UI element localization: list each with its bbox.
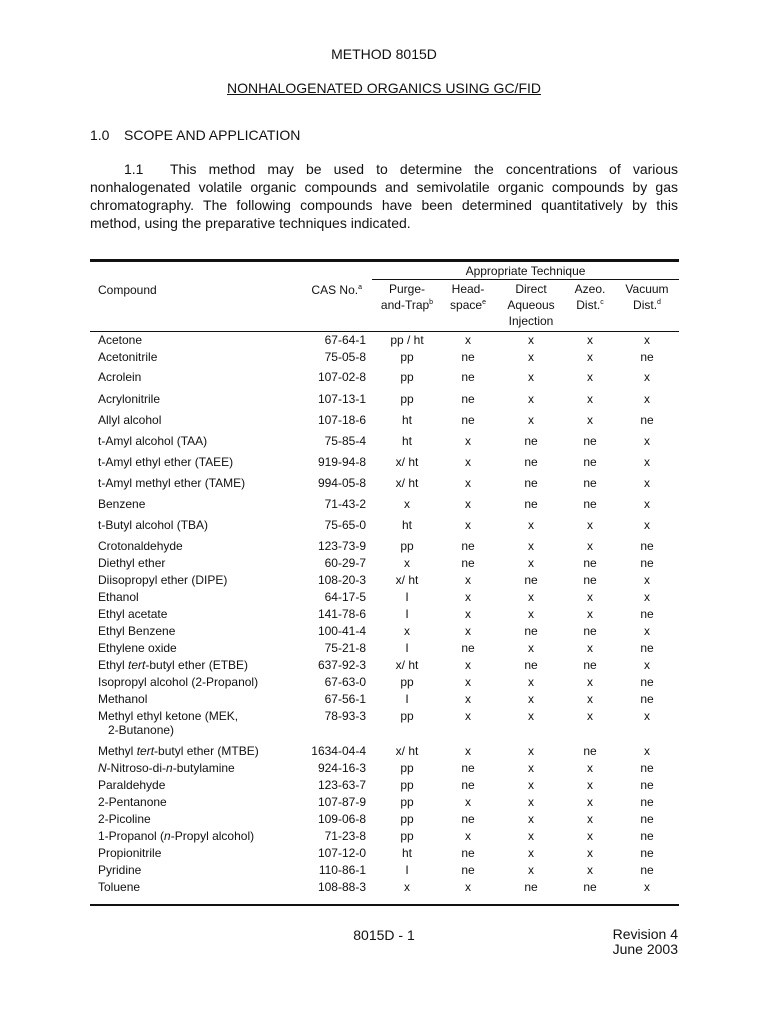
purge-trap-cell: x — [404, 497, 410, 511]
revision-block — [613, 927, 678, 957]
vacuum-dist-cell: x — [644, 573, 650, 587]
cas-number: 107-02-8 — [317, 370, 366, 384]
vacuum-dist-cell: x — [644, 518, 650, 532]
purge-trap-cell: pp — [400, 392, 414, 406]
cas-number: 75-21-8 — [324, 641, 366, 655]
headspace-cell: ne — [461, 370, 475, 384]
purge-trap-cell: x — [404, 556, 410, 570]
direct-aqueous-cell: x — [528, 350, 534, 364]
table-row — [0, 497, 768, 518]
compound-name: N-Nitroso-di-n-butylamine — [98, 761, 235, 775]
azeotropic-cell: ne — [583, 434, 597, 448]
cas-number: 75-85-4 — [324, 434, 366, 448]
table-row — [0, 573, 768, 590]
vacuum-dist-cell: x — [644, 658, 650, 672]
compound-name: Methyl ethyl ketone (MEK, 2-Butanone) — [98, 709, 239, 737]
cas-number: 123-63-7 — [317, 778, 366, 792]
purge-trap-cell: pp — [400, 675, 414, 689]
purge-trap-cell: x — [404, 880, 410, 894]
direct-aqueous-cell: x — [528, 692, 534, 706]
purge-trap-cell: ht — [401, 846, 412, 860]
table-row — [0, 692, 768, 709]
cas-number: 924-16-3 — [317, 761, 366, 775]
azeotropic-cell: x — [587, 846, 593, 860]
vacuum-dist-cell: x — [644, 333, 650, 347]
vacuum-dist-cell: ne — [640, 778, 654, 792]
vacuum-dist-cell: x — [644, 880, 650, 894]
table-row — [0, 761, 768, 778]
table-bottom-rule — [90, 904, 679, 906]
vacuum-dist-cell: x — [644, 709, 650, 723]
table-row — [0, 476, 768, 497]
direct-aqueous-cell: x — [528, 607, 534, 621]
azeotropic-cell: ne — [583, 880, 597, 894]
purge-trap-cell: pp — [400, 795, 414, 809]
section-heading — [90, 127, 300, 143]
compound-name: t-Amyl ethyl ether (TAEE) — [98, 455, 234, 469]
compound-name: Pyridine — [98, 863, 142, 877]
vacuum-dist-cell: x — [644, 476, 650, 490]
compound-name: Methyl tert-butyl ether (MTBE) — [98, 744, 259, 758]
vacuum-dist-cell: x — [644, 455, 650, 469]
azeotropic-cell: ne — [583, 573, 597, 587]
headspace-cell: ne — [461, 641, 475, 655]
purge-trap-cell: pp / ht — [390, 333, 424, 347]
purge-trap-cell: I — [405, 692, 409, 706]
azeotropic-cell: x — [587, 590, 593, 604]
purge-trap-cell: I — [405, 590, 409, 604]
table-row — [0, 590, 768, 607]
cas-number: 108-20-3 — [317, 573, 366, 587]
compound-name: t-Amyl methyl ether (TAME) — [98, 476, 246, 490]
compound-name: Ethyl Benzene — [98, 624, 176, 638]
compound-name: Paraldehyde — [98, 778, 166, 792]
vacuum-dist-cell: x — [644, 497, 650, 511]
table-row — [0, 709, 768, 744]
direct-aqueous-cell: x — [528, 539, 534, 553]
cas-number: 110-86-1 — [318, 863, 366, 877]
cas-number: 919-94-8 — [317, 455, 366, 469]
direct-aqueous-cell: x — [528, 829, 534, 843]
direct-aqueous-cell: x — [528, 641, 534, 655]
table-row — [0, 434, 768, 455]
azeotropic-cell: x — [587, 692, 593, 706]
paragraph-number: 1.1 — [124, 161, 144, 177]
headspace-column-header: Head- space$^e$ — [450, 282, 486, 312]
purge-trap-cell: pp — [400, 350, 414, 364]
direct-aqueous-cell: ne — [524, 880, 538, 894]
azeotropic-cell: x — [587, 607, 593, 621]
direct-aqueous-cell: ne — [524, 455, 538, 469]
compound-name: Ethyl tert-butyl ether (ETBE) — [98, 658, 249, 672]
vacuum-dist-column-header: Vacuum Dist.$^d$ — [625, 282, 669, 312]
purge-trap-cell: pp — [400, 539, 414, 553]
headspace-cell: x — [465, 709, 471, 723]
direct-aqueous-cell: x — [528, 556, 534, 570]
compound-name: Acetone — [98, 333, 143, 347]
table-row — [0, 350, 768, 370]
direct-aqueous-cell: ne — [524, 476, 538, 490]
direct-aqueous-cell: x — [528, 761, 534, 775]
revision-date: June 2003 — [612, 941, 678, 957]
cas-number: 107-18-6 — [317, 413, 366, 427]
cas-number: 67-56-1 — [324, 692, 366, 706]
direct-aqueous-cell: x — [528, 413, 534, 427]
purge-trap-cell: x/ ht — [395, 658, 419, 672]
technique-group-rule — [372, 279, 679, 280]
vacuum-dist-cell: ne — [640, 863, 654, 877]
compound-name: Acrolein — [98, 370, 142, 384]
azeotropic-cell: ne — [583, 476, 597, 490]
compound-name: 2-Pentanone — [98, 795, 167, 809]
purge-trap-cell: I — [405, 607, 409, 621]
vacuum-dist-cell: x — [644, 624, 650, 638]
cas-number: 108-88-3 — [317, 880, 366, 894]
cas-number: 75-05-8 — [324, 350, 366, 364]
headspace-cell: ne — [461, 556, 475, 570]
headspace-cell: x — [465, 573, 471, 587]
table-row — [0, 846, 768, 863]
purge-trap-cell: x/ ht — [395, 455, 419, 469]
table-row — [0, 624, 768, 641]
cas-number: 78-93-3 — [324, 709, 366, 723]
purge-trap-cell: ht — [401, 413, 412, 427]
section-title: SCOPE AND APPLICATION — [124, 127, 301, 143]
cas-number: 67-64-1 — [324, 333, 366, 347]
direct-aqueous-cell: ne — [524, 624, 538, 638]
table-row — [0, 333, 768, 350]
table-row — [0, 413, 768, 434]
headspace-cell: ne — [461, 539, 475, 553]
direct-aqueous-cell: x — [528, 370, 534, 384]
azeotropic-cell: x — [587, 333, 593, 347]
azeotropic-cell: x — [587, 675, 593, 689]
headspace-cell: ne — [461, 392, 475, 406]
purge-trap-cell: x/ ht — [395, 476, 419, 490]
direct-aqueous-cell: ne — [524, 434, 538, 448]
compound-name: Acrylonitrile — [98, 392, 161, 406]
cas-column-header: CAS No.$^a$ — [311, 283, 362, 297]
cas-number: 67-63-0 — [324, 675, 366, 689]
compound-name: Ethanol — [98, 590, 139, 604]
direct-aqueous-cell: x — [528, 675, 534, 689]
cas-number: 107-87-9 — [317, 795, 366, 809]
vacuum-dist-cell: ne — [640, 812, 654, 826]
direct-aqueous-cell: x — [528, 590, 534, 604]
table-row — [0, 370, 768, 392]
headspace-cell: x — [465, 624, 471, 638]
cas-number: 60-29-7 — [324, 556, 366, 570]
table-row — [0, 863, 768, 880]
direct-aqueous-cell: ne — [524, 497, 538, 511]
direct-aqueous-cell: x — [528, 795, 534, 809]
compound-name: Diisopropyl ether (DIPE) — [98, 573, 228, 587]
vacuum-dist-cell: x — [644, 744, 650, 758]
purge-trap-column-header: Purge- and-Trap$^b$ — [380, 282, 434, 312]
headspace-cell: ne — [461, 413, 475, 427]
headspace-cell: x — [465, 476, 471, 490]
headspace-cell: x — [465, 607, 471, 621]
headspace-cell: x — [465, 829, 471, 843]
purge-trap-cell: pp — [400, 829, 414, 843]
compound-name: Diethyl ether — [98, 556, 166, 570]
headspace-cell: ne — [461, 778, 475, 792]
compound-name: Ethylene oxide — [98, 641, 177, 655]
vacuum-dist-cell: ne — [640, 692, 654, 706]
compound-column-header: Compound — [98, 283, 157, 297]
compound-name: t-Amyl alcohol (TAA) — [98, 434, 208, 448]
headspace-cell: ne — [461, 846, 475, 860]
compound-name: Isopropyl alcohol (2-Propanol) — [98, 675, 259, 689]
vacuum-dist-cell: x — [644, 434, 650, 448]
purge-trap-cell: pp — [400, 761, 414, 775]
table-row — [0, 392, 768, 413]
table-row — [0, 539, 768, 556]
purge-trap-cell: I — [405, 863, 409, 877]
compound-name: t-Butyl alcohol (TBA) — [98, 518, 209, 532]
table-top-rule — [90, 259, 679, 262]
vacuum-dist-cell: ne — [640, 795, 654, 809]
azeotropic-cell: x — [587, 812, 593, 826]
cas-number: 123-73-9 — [317, 539, 366, 553]
direct-aqueous-cell: x — [528, 518, 534, 532]
cas-number: 637-92-3 — [317, 658, 366, 672]
direct-aqueous-cell: x — [528, 812, 534, 826]
compound-name: Benzene — [98, 497, 146, 511]
azeotropic-cell: x — [587, 370, 593, 384]
purge-trap-cell: x/ ht — [395, 573, 419, 587]
azeotropic-cell: x — [587, 641, 593, 655]
purge-trap-cell: x — [404, 624, 410, 638]
technique-group-header: Appropriate Technique — [465, 264, 586, 278]
azeotropic-cell: x — [587, 829, 593, 843]
vacuum-dist-cell: x — [644, 590, 650, 604]
headspace-cell: x — [465, 744, 471, 758]
vacuum-dist-cell: ne — [640, 641, 654, 655]
vacuum-dist-cell: x — [644, 392, 650, 406]
azeotropic-cell: x — [587, 795, 593, 809]
compound-name: Ethyl acetate — [98, 607, 168, 621]
vacuum-dist-cell: x — [644, 370, 650, 384]
vacuum-dist-cell: ne — [640, 556, 654, 570]
azeotropic-cell: ne — [583, 658, 597, 672]
azeotropic-cell: x — [587, 539, 593, 553]
compound-name: Acetonitrile — [98, 350, 158, 364]
purge-trap-cell: ht — [401, 434, 412, 448]
table-row — [0, 556, 768, 573]
headspace-cell: x — [465, 333, 471, 347]
table-row — [0, 795, 768, 812]
headspace-cell: ne — [461, 350, 475, 364]
table-row — [0, 641, 768, 658]
azeotropic-cell: x — [587, 778, 593, 792]
headspace-cell: x — [465, 795, 471, 809]
table-header-rule — [90, 331, 679, 332]
compound-name: Toluene — [98, 880, 141, 894]
purge-trap-cell: ht — [401, 518, 412, 532]
azeotropic-cell: ne — [583, 455, 597, 469]
paragraph-text: This method may be used to determine the concentrations of various nonhalogenated volatile organic compounds and semivolatile organic compounds by gas chromatography. The following compounds have been determined quantitatively by this method, using the preparative techniques indicated. — [90, 161, 678, 231]
cas-number: 71-23-8 — [324, 829, 366, 843]
direct-aqueous-cell: x — [528, 333, 534, 347]
cas-number: 994-05-8 — [317, 476, 366, 490]
table-row — [0, 812, 768, 829]
vacuum-dist-cell: ne — [640, 846, 654, 860]
azeotropic-cell: x — [587, 413, 593, 427]
compound-name: Crotonaldehyde — [98, 539, 183, 553]
vacuum-dist-cell: ne — [640, 607, 654, 621]
headspace-cell: x — [465, 455, 471, 469]
table-row — [0, 518, 768, 539]
method-title: METHOD 8015D — [331, 46, 437, 62]
headspace-cell: x — [465, 497, 471, 511]
headspace-cell: x — [465, 692, 471, 706]
table-row — [0, 744, 768, 761]
vacuum-dist-cell: ne — [640, 539, 654, 553]
headspace-cell: ne — [461, 761, 475, 775]
direct-aqueous-cell: x — [528, 709, 534, 723]
vacuum-dist-cell: ne — [640, 413, 654, 427]
page-number: 8015D - 1 — [353, 927, 415, 943]
headspace-cell: x — [465, 658, 471, 672]
purge-trap-cell: pp — [400, 370, 414, 384]
cas-number: 107-13-1 — [317, 392, 366, 406]
direct-aqueous-column-header: Direct Aqueous Injection — [507, 282, 555, 328]
azeotropic-cell: x — [587, 709, 593, 723]
compound-name: Allyl alcohol — [98, 413, 162, 427]
direct-aqueous-cell: x — [528, 392, 534, 406]
scope-paragraph — [90, 160, 678, 232]
cas-number: 75-65-0 — [324, 518, 366, 532]
compound-table-body — [0, 333, 768, 897]
headspace-cell: x — [465, 880, 471, 894]
compound-name: Methanol — [98, 692, 148, 706]
purge-trap-cell: pp — [400, 778, 414, 792]
cas-number: 64-17-5 — [324, 590, 366, 604]
azeotropic-cell: ne — [583, 497, 597, 511]
azeotropic-cell: x — [587, 392, 593, 406]
vacuum-dist-cell: ne — [640, 675, 654, 689]
purge-trap-cell: x/ ht — [395, 744, 419, 758]
headspace-cell: ne — [461, 812, 475, 826]
azeotropic-cell: x — [587, 863, 593, 877]
headspace-cell: ne — [461, 863, 475, 877]
cas-number: 71-43-2 — [324, 497, 366, 511]
table-row — [0, 658, 768, 675]
vacuum-dist-cell: ne — [640, 761, 654, 775]
compound-name: 1-Propanol (n-Propyl alcohol) — [98, 829, 255, 843]
section-number: 1.0 — [90, 127, 110, 143]
headspace-cell: x — [465, 434, 471, 448]
purge-trap-cell: pp — [400, 709, 414, 723]
azeotropic-column-header: Azeo. Dist.$^c$ — [574, 282, 606, 312]
table-row — [0, 829, 768, 846]
azeotropic-cell: x — [587, 761, 593, 775]
direct-aqueous-cell: ne — [524, 573, 538, 587]
headspace-cell: x — [465, 518, 471, 532]
cas-number: 107-12-0 — [317, 846, 366, 860]
cas-number: 141-78-6 — [317, 607, 366, 621]
revision-label: Revision 4 — [612, 926, 678, 942]
azeotropic-cell: x — [587, 518, 593, 532]
direct-aqueous-cell: x — [528, 863, 534, 877]
azeotropic-cell: ne — [583, 556, 597, 570]
compound-name: Propionitrile — [98, 846, 162, 860]
direct-aqueous-cell: ne — [524, 658, 538, 672]
azeotropic-cell: ne — [583, 744, 597, 758]
table-row — [0, 880, 768, 897]
vacuum-dist-cell: ne — [640, 829, 654, 843]
table-row — [0, 778, 768, 795]
direct-aqueous-cell: x — [528, 778, 534, 792]
table-row — [0, 607, 768, 624]
purge-trap-cell: pp — [400, 812, 414, 826]
vacuum-dist-cell: ne — [640, 350, 654, 364]
direct-aqueous-cell: x — [528, 846, 534, 860]
headspace-cell: x — [465, 590, 471, 604]
table-row — [0, 675, 768, 692]
table-row — [0, 455, 768, 476]
azeotropic-cell: x — [587, 350, 593, 364]
compound-name: 2-Picoline — [98, 812, 151, 826]
method-subtitle: NONHALOGENATED ORGANICS USING GC/FID — [227, 80, 541, 96]
cas-number: 100-41-4 — [317, 624, 366, 638]
azeotropic-cell: ne — [583, 624, 597, 638]
cas-number: 109-06-8 — [317, 812, 366, 826]
cas-number: 1634-04-4 — [311, 744, 366, 758]
direct-aqueous-cell: x — [528, 744, 534, 758]
headspace-cell: x — [465, 675, 471, 689]
purge-trap-cell: I — [405, 641, 409, 655]
